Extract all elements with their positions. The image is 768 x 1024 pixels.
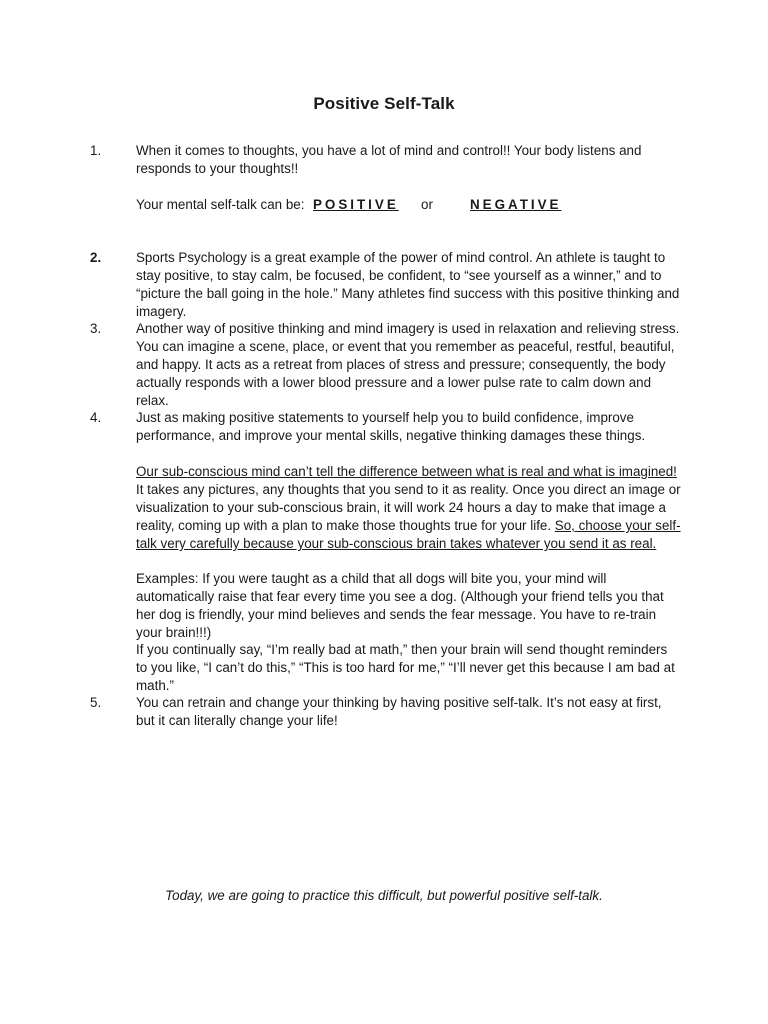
selftalk-line [136,196,682,214]
item-text-4: Just as making positive statements to yourself help you to build confidence, improve performance, and improve your mental skills, negative thinking damages these things. [136,410,646,443]
item-number-5: 5. [90,695,102,710]
examples-paragraph: Examples: If you were taught as a child that all dogs will bite you, your mind will automatically raise that fear every time you see a dog. (Although your friend tells you that her dog is friendly, your mind believes and sends the fear message. You have to re-train your brain!!!) [136,571,664,640]
math-paragraph: If you continually say, “I’m really bad at math,” then your brain will send thought reminders to you like, “I can’t do this,” “This is too hard for me,” “I’ll never get this because I am bad at math.” [136,642,675,693]
item-number-1: 1. [90,143,102,158]
footer-note: Today, we are going to practice this difficult, but powerful positive self-talk. [165,888,603,903]
page-title: Positive Self-Talk [313,94,455,113]
negative-word: NEGATIVE [470,197,562,212]
item-text-1: When it comes to thoughts, you have a lot of mind and control!! Your body listens and responds to your thoughts!! [136,143,642,176]
item-number-3: 3. [90,321,102,336]
selftalk-prefix: Your mental self-talk can be: [136,197,305,212]
item-text-3: Another way of positive thinking and mind imagery is used in relaxation and relieving stress. You can imagine a scene, place, or event that you remember as peaceful, restful, beautiful, and happy. It acts as a retreat from places of stress and pressure; consequently, the body actually responds with a lower blood pressure and a lower pulse rate to calm down and relax. [136,321,680,408]
or-word: or [421,197,433,212]
subconscious-paragraph [136,463,682,553]
item-number-2 [90,249,101,267]
subconscious-middle: It takes any pictures, any thoughts that you send to it as reality. Once you direct an image or visualization to your sub-conscious brain, it will work 24 hours a day to make that image a reality, coming up with a plan to make those thoughts true for your life. [136,482,681,533]
item-text-5: You can retrain and change your thinking by having positive self-talk. It’s not easy at first, but it can literally change your life! [136,695,662,728]
subconscious-underlined-end: So, choose your self-talk very carefully because your sub-conscious brain takes whatever you send it as real. [136,518,681,551]
positive-word: POSITIVE [313,197,399,212]
subconscious-underlined-start: Our sub-conscious mind can’t tell the difference between what is real and what is imagined! [136,464,677,479]
item-number-2-text: 2. [90,250,102,265]
item-number-4: 4. [90,410,102,425]
item-text-2: Sports Psychology is a great example of the power of mind control. An athlete is taught to stay positive, to stay calm, be focused, be confident, to “see yourself as a winner,” and to “picture the ball going in the hole.” Many athletes find success with this positive thinking and imagery. [136,250,680,319]
